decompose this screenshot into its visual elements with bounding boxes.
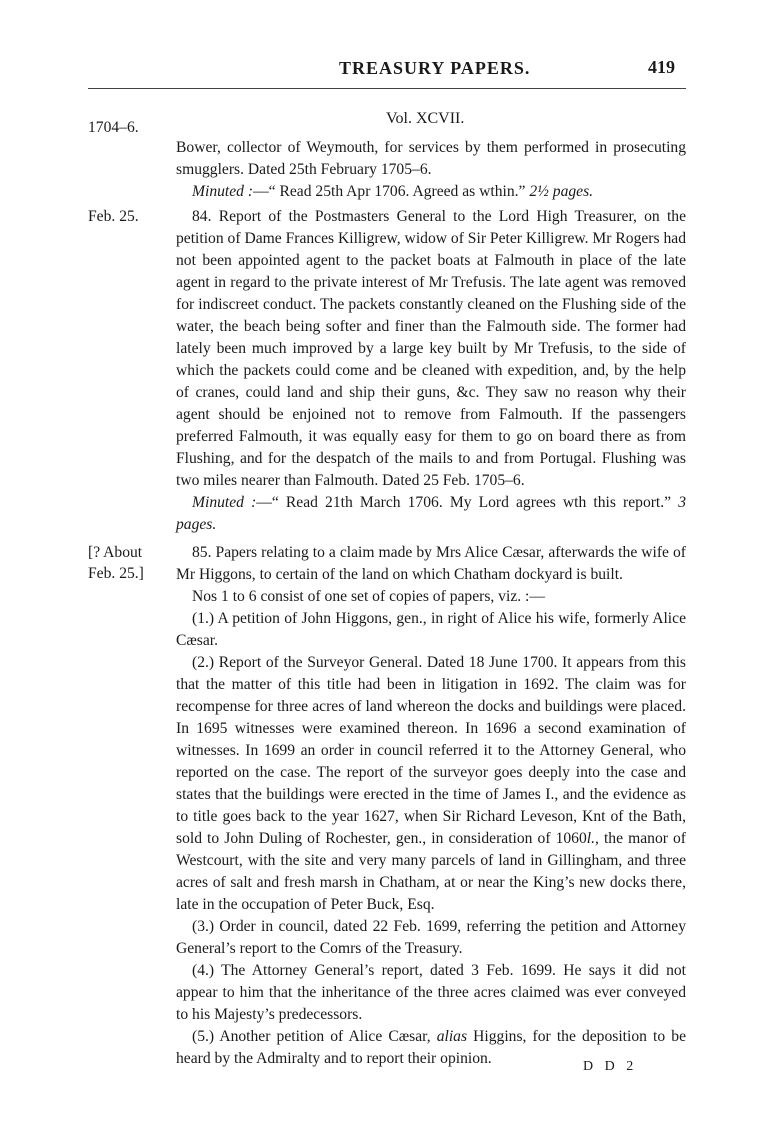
entry-84-text: 84. Report of the Postmasters General to the Lord High Treasurer, on the petition of Dame Frances Killigrew, widow of Sir Peter Killigrew. Mr Rogers had not been appointed agent to the packet boats at Falmouth in place of the late agent in regard to the private interest of Mr Trefusis. The late agent was removed for indiscreet conduct. The packets constantly cleaned on the Flushing side of the water, the beach being softer and finer than the Falmouth side. The former had lately been much improved by a large key built by Mr Trefusis, to the side of which the packets could come and be cleaned with expedition, and, by the help of cranes, could land and ship their guns, &c. They saw no reason why their agent should be enjoined not to remove from Falmouth. If the passengers preferred Falmouth, it was equally easy for them to go on board there as from Flushing, and for the despatch of the mails to and from Portugal. Flushing was two miles nearer than Falmouth. Dated 25 Feb. 1705–6. — [176, 208, 686, 489]
item-5-text-a: (5.) Another petition of Alice Cæsar, — [192, 1028, 437, 1045]
entry-83-minute — [176, 181, 686, 203]
entry-85-nos: Nos 1 to 6 consist of one set of copies of papers, viz. :— — [192, 588, 545, 605]
item-5-text-b: Higgins, for the deposition to be heard by the Admiralty and to report their opinion. — [176, 1028, 686, 1067]
minute-label: Minuted : — [192, 494, 257, 511]
volume-heading: Vol. XCVII. — [386, 110, 465, 127]
entry-85-item-4: (4.) The Attorney General’s report, dated 3 Feb. 1699. He says it did not appear to him that the inheritance of the three acres claimed was ever conveyed to his Majesty’s predecessors. — [176, 962, 686, 1023]
item-2-pound-sign: l. — [586, 830, 596, 847]
entry-83 — [176, 137, 686, 203]
page-number: 419 — [648, 57, 675, 77]
entry-83-text: Bower, collector of Weymouth, for services by them performed in prosecuting smugglers. Dated 25th February 1705–6. — [176, 139, 686, 178]
entry-85-item-1: (1.) A petition of John Higgons, gen., in right of Alice his wife, formerly Alice Cæsar. — [176, 610, 686, 649]
minute-text: —“ Read 25th Apr 1706. Agreed as wthin.” — [253, 183, 526, 200]
entry-85-item-3: (3.) Order in council, dated 22 Feb. 1699, referring the petition and Attorney General’s report to the Comrs of the Treasury. — [176, 918, 686, 957]
item-2-text-b: , the manor of Westcourt, with the site and very many parcels of land in Gillingham, and three acres of salt and fresh marsh in Chatham, at or near the King’s new docks there, late in the occupation of Peter Buck, Esq. — [176, 830, 686, 913]
entry-84 — [176, 206, 686, 536]
item-5-alias: alias — [436, 1028, 468, 1045]
running-head: TREASURY PAPERS. — [339, 58, 531, 78]
item-2-text-a: (2.) Report of the Surveyor General. Dated 18 June 1700. It appears from this that the matter of this title had been in litigation in 1692. The claim was for recompense for three acres of land whereon the docks and buildings were placed. In 1695 witnesses were examined thereon. In 1696 a second examination of witnesses. In 1699 an order in council referred it to the Attorney General, who reported on the case. The report of the surveyor goes deeply into the case and states that the buildings were erected in the time of James I., and the evidence as to title goes back to the year 1627, when Sir Richard Leveson, Knt of the Bath, sold to John Duling of Rochester, gen., in consideration of 1060 — [176, 654, 686, 847]
minute-text: —“ Read 21th March 1706. My Lord agrees wth this report.” — [256, 494, 672, 511]
entry-85 — [176, 542, 686, 1070]
margin-date-about-a: [? About — [88, 544, 143, 561]
signature-mark: D D 2 — [583, 1059, 638, 1074]
margin-date-feb25: Feb. 25. — [88, 208, 139, 225]
page-count: 3 pages. — [176, 494, 686, 533]
entry-85-intro: 85. Papers relating to a claim made by Mrs Alice Cæsar, afterwards the wife of Mr Higgons, to certain of the land on which Chatham dockyard is built. — [176, 544, 686, 583]
header-rule — [88, 88, 686, 89]
margin-date-1704: 1704–6. — [88, 119, 139, 136]
minute-label: Minuted : — [192, 183, 254, 200]
margin-date-about-b: Feb. 25.] — [88, 565, 144, 582]
entry-85-item-2 — [176, 652, 686, 916]
entry-84-minute — [176, 492, 686, 536]
page-count: 2½ pages. — [529, 183, 594, 200]
